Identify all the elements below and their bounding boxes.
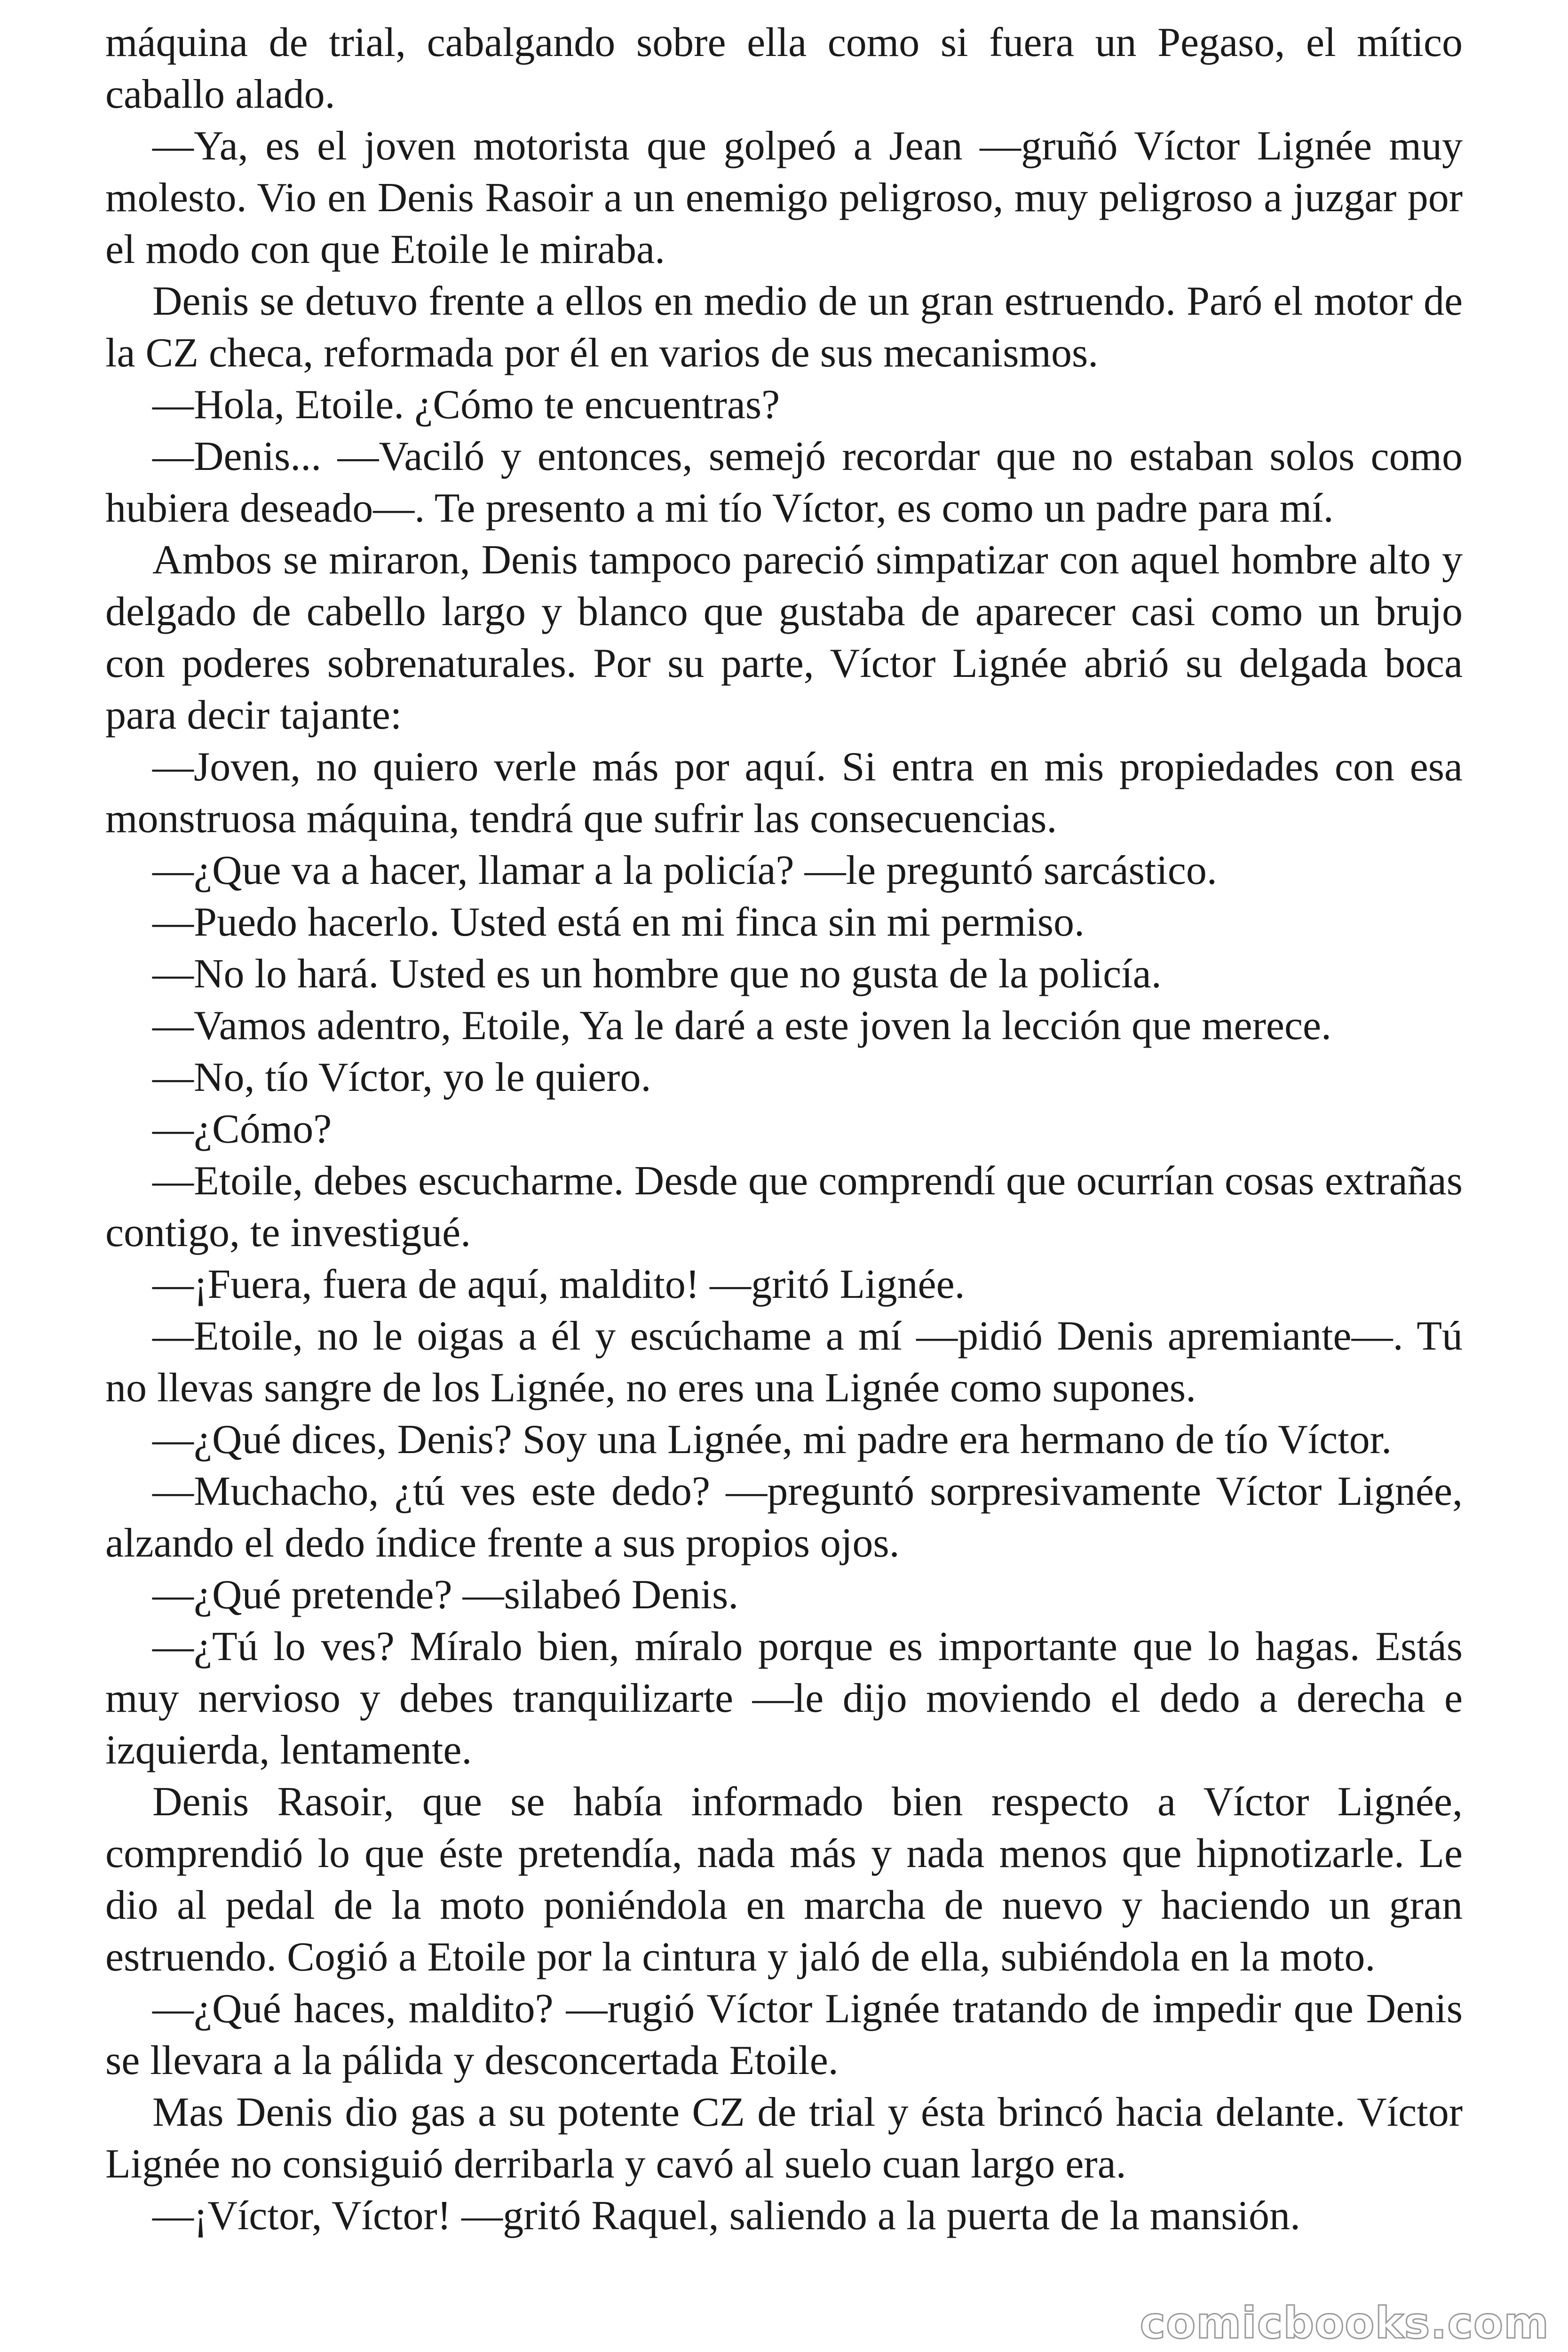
paragraph-7: —Joven, no quiero verle más por aquí. Si entra en mis propiedades con esa monstruosa máquina, tendrá que sufrir las consecuencias.	[105, 744, 1463, 842]
paragraph-17: —¿Qué dices, Denis? Soy una Lignée, mi padre era hermano de tío Víctor.	[152, 1417, 1392, 1462]
paragraph-20: —¿Tú lo ves? Míralo bien, míralo porque es importante que lo hagas. Estás muy nervioso y debes tranquilizarte —le dijo moviendo el dedo a derecha e izquierda, lentamente.	[105, 1624, 1463, 1773]
paragraph-15: —¡Fuera, fuera de aquí, maldito! —gritó Lignée.	[152, 1262, 965, 1307]
paragraph-22: —¿Qué haces, maldito? —rugió Víctor Lignée tratando de impedir que Denis se llevara a la pálida y desconcertada Etoile.	[105, 1986, 1463, 2083]
paragraph-16: —Etoile, no le oigas a él y escúchame a mí —pidió Denis apremiante—. Tú no llevas sangre de los Lignée, no eres una Lignée como supones.	[105, 1313, 1463, 1411]
paragraph-12: —No, tío Víctor, yo le quiero.	[152, 1055, 651, 1100]
paragraph-9: —Puedo hacerlo. Usted está en mi finca sin mi permiso.	[152, 899, 1085, 945]
paragraph-11: —Vamos adentro, Etoile, Ya le daré a este joven la lección que merece.	[152, 1003, 1332, 1049]
paragraph-8: —¿Que va a hacer, llamar a la policía? —le preguntó sarcástico.	[152, 848, 1217, 893]
paragraph-2: —Ya, es el joven motorista que golpeó a Jean —gruñó Víctor Lignée muy molesto. Vio en Denis Rasoir a un enemigo peligroso, muy peligroso a juzgar por el modo con que Etoile le miraba.	[105, 123, 1463, 272]
paragraph-10: —No lo hará. Usted es un hombre que no gusta de la policía.	[152, 951, 1162, 997]
paragraph-13: —¿Cómo?	[152, 1106, 332, 1152]
paragraph-24: —¡Víctor, Víctor! —gritó Raquel, saliendo a la puerta de la mansión.	[152, 2193, 1301, 2239]
paragraph-18: —Muchacho, ¿tú ves este dedo? —preguntó sorpresivamente Víctor Lignée, alzando el dedo índice frente a sus propios ojos.	[105, 1469, 1463, 1566]
paragraph-6: Ambos se miraron, Denis tampoco pareció simpatizar con aquel hombre alto y delgado de cabello largo y blanco que gustaba de aparecer casi como un brujo con poderes sobrenaturales. Por su parte, Víctor Lignée abrió su delgada boca para decir tajante:	[105, 537, 1463, 738]
paragraph-14: —Etoile, debes escucharme. Desde que comprendí que ocurrían cosas extrañas contigo, te investigué.	[105, 1158, 1463, 1255]
paragraph-3: Denis se detuvo frente a ellos en medio de un gran estruendo. Paró el motor de la CZ checa, reformada por él en varios de sus mecanismos.	[105, 278, 1463, 376]
paragraph-23: Mas Denis dio gas a su potente CZ de trial y ésta brincó hacia delante. Víctor Lignée no consiguió derribarla y cavó al suelo cuan largo era.	[105, 2090, 1463, 2187]
paragraph-4: —Hola, Etoile. ¿Cómo te encuentras?	[152, 382, 780, 428]
paragraph-1: máquina de trial, cabalgando sobre ella como si fuera un Pegaso, el mítico caballo alado.	[105, 20, 1463, 117]
watermark: comicbooks.com	[1140, 2298, 1549, 2348]
paragraph-21: Denis Rasoir, que se había informado bien respecto a Víctor Lignée, comprendió lo que éste pretendía, nada más y nada menos que hipnotizarle. Le dio al pedal de la moto poniéndola en marcha de nuevo y haciendo un gran estruendo. Cogió a Etoile por la cintura y jaló de ella, subiéndola en la moto.	[105, 1779, 1463, 1980]
page-text	[105, 17, 1463, 2242]
paragraph-5: —Denis... —Vaciló y entonces, semejó recordar que no estaban solos como hubiera deseado—. Te presento a mi tío Víctor, es como un padre para mí.	[105, 434, 1463, 531]
paragraph-19: —¿Qué pretende? —silabeó Denis.	[152, 1572, 739, 1618]
